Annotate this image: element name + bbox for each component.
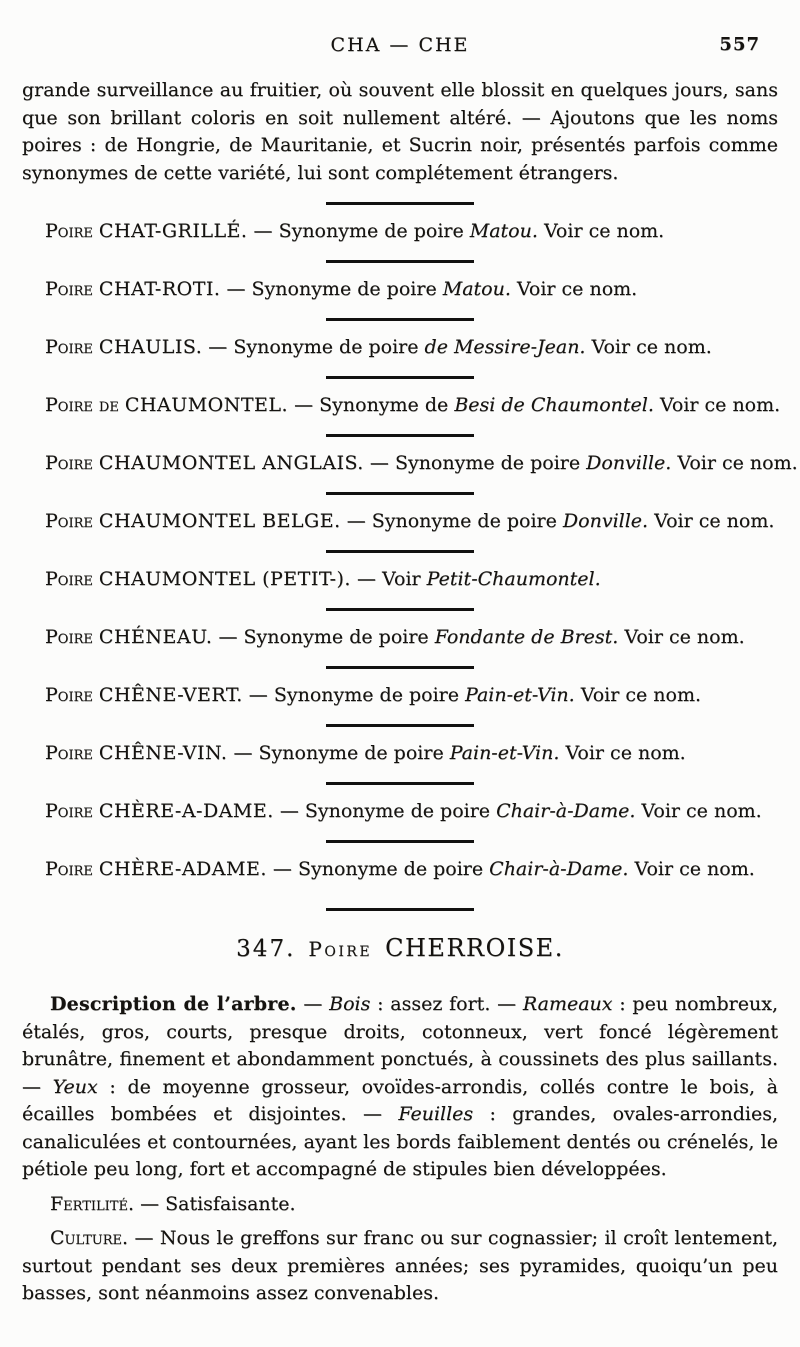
entry-separator — [326, 782, 474, 785]
entry-variety-name: CHÊNE-VERT. — [98, 684, 243, 706]
fertility-text: — Satisfaisante. — [140, 1192, 296, 1215]
entry-variety-name: CHÉNEAU. — [98, 626, 213, 648]
entry-separator — [326, 202, 474, 205]
dictionary-entry — [22, 798, 778, 825]
entry-genus-label: Poire — [45, 568, 93, 590]
entry-connector-text: — Synonyme de poire — [279, 800, 491, 822]
dictionary-entry — [22, 682, 778, 709]
entry-synonym-name: Chair-à-Dame. — [496, 800, 636, 822]
entry-connector-text: — Synonyme de poire — [233, 742, 444, 764]
entry-variety-name: CHAT-GRILLÉ. — [98, 220, 248, 242]
entry-reference-text: Voir ce nom. — [659, 394, 781, 416]
entry-connector-text: — Synonyme de poire — [272, 858, 484, 880]
entry-reference-text: Voir ce nom. — [580, 684, 702, 706]
entry-synonym-name: Pain-et-Vin. — [449, 742, 560, 764]
entry-connector-text: — Synonyme de poire — [253, 220, 464, 242]
culture-text: — Nous le greffons sur franc ou sur cognassier; il croît lentement, surtout pendant ses deux premières années; ses pyramides, quoiqu’un peu basses, sont néanmoins assez convenables. — [22, 1227, 779, 1304]
entry-reference-text: Voir ce nom. — [641, 800, 762, 822]
description-text: : grandes, ovales-arrondies, canaliculées et contournées, ayant les bords faiblement dentés ou crénelés, le pétiole peu long, fort et accompagné de stipules bien développées. — [22, 1103, 779, 1180]
entry-synonym-name: Besi de Chaumontel. — [454, 394, 654, 416]
entry-variety-name: CHAT-ROTI. — [98, 278, 221, 300]
description-lead-label: Description de l’arbre. — [50, 993, 297, 1015]
article-heading — [22, 933, 778, 966]
entry-variety-name: CHAUMONTEL (PETIT-). — [98, 568, 351, 590]
entry-reference-text: Voir ce nom. — [516, 278, 638, 300]
entry-synonym-name: Fondante de Brest. — [434, 626, 619, 648]
dictionary-entry — [22, 218, 778, 245]
botanical-term-rameaux: Rameaux — [522, 993, 613, 1015]
entry-reference-text: Voir ce nom. — [565, 742, 686, 764]
entry-connector-text: — Synonyme de poire — [346, 510, 557, 532]
entry-synonym-name: Matou. — [469, 220, 538, 242]
entry-synonym-name: de Messire-Jean. — [424, 336, 586, 358]
entry-variety-name: CHAUMONTEL BELGE. — [98, 510, 341, 532]
entry-separator — [326, 666, 474, 669]
section-end-separator — [326, 908, 474, 911]
dictionary-entry — [22, 624, 778, 651]
dictionary-entry — [22, 276, 778, 303]
dictionary-entry — [22, 334, 778, 361]
entry-reference-text: Voir ce nom. — [591, 336, 712, 358]
entry-variety-name: CHÈRE-A-DAME. — [98, 800, 274, 822]
description-text: : de moyenne grosseur, ovoïdes-arrondis, collés contre le bois, à écailles bombées et disjointes. — — [22, 1075, 778, 1125]
entry-separator — [326, 550, 474, 553]
entry-variety-name: CHAULIS. — [98, 336, 203, 358]
entry-connector-text: — Synonyme de poire — [218, 626, 429, 648]
dictionary-entry — [22, 450, 798, 477]
entry-separator — [326, 724, 474, 727]
fertility-label: Fertilité. — [50, 1192, 135, 1215]
entry-genus-label: Poire de — [45, 394, 119, 416]
entry-synonym-name: Donville. — [586, 452, 672, 474]
entry-genus-label: Poire — [45, 510, 93, 532]
entry-connector-text: — Voir — [357, 568, 421, 590]
entry-variety-name: CHAUMONTEL ANGLAIS. — [98, 452, 364, 474]
article-variety-name: CHERROISE. — [385, 934, 564, 962]
botanical-term-yeux: Yeux — [52, 1075, 98, 1098]
entry-connector-text: — Synonyme de poire — [248, 684, 459, 706]
page-number: 557 — [719, 34, 760, 55]
entry-genus-label: Poire — [45, 742, 93, 764]
description-text: : assez fort. — — [377, 993, 517, 1015]
entry-variety-name: CHÊNE-VIN. — [98, 742, 228, 764]
description-paragraph — [22, 991, 778, 1184]
entry-connector-text: — Synonyme de poire — [226, 278, 437, 300]
botanical-term-feuilles: Feuilles — [398, 1103, 474, 1125]
entry-synonym-name: Donville. — [562, 510, 649, 532]
dictionary-entry — [22, 856, 778, 883]
entry-genus-label: Poire — [45, 800, 93, 822]
dash: — — [303, 993, 323, 1015]
section-range-title: CHA — CHE — [330, 34, 470, 56]
entry-variety-name: CHÈRE-ADAME. — [98, 858, 267, 880]
culture-label: Culture. — [50, 1227, 129, 1249]
entry-synonym-name: Chair-à-Dame. — [489, 858, 629, 880]
entry-reference-text: Voir ce nom. — [634, 858, 755, 880]
entry-genus-label: Poire — [45, 684, 93, 706]
article-genus-label: Poire — [308, 937, 373, 961]
dictionary-entry — [22, 508, 778, 535]
entry-reference-text: Voir ce nom. — [677, 452, 798, 474]
entry-genus-label: Poire — [45, 626, 93, 648]
entry-reference-text: Voir ce nom. — [624, 626, 745, 648]
entry-separator — [326, 318, 474, 321]
entry-synonym-name: Petit-Chaumontel. — [426, 568, 601, 590]
entry-separator — [326, 492, 474, 495]
description-text: : peu nombreux, étalés, gros, courts, presque droits, cotonneux, vert foncé légèrement brunâtre, finement et abondamment ponctués, à coussinets des plus saillants. — — [22, 993, 779, 1098]
dictionary-entry — [22, 392, 781, 419]
culture-paragraph — [22, 1225, 778, 1308]
entry-genus-label: Poire — [45, 220, 93, 242]
entry-genus-label: Poire — [45, 278, 93, 300]
article-number: 347. — [236, 936, 296, 962]
running-head — [22, 34, 778, 56]
botanical-term-bois: Bois — [329, 993, 371, 1015]
entry-separator — [326, 608, 474, 611]
entry-separator — [326, 376, 474, 379]
entry-connector-text: — Synonyme de poire — [208, 336, 419, 358]
entry-variety-name: CHAUMONTEL. — [124, 394, 289, 416]
entry-genus-label: Poire — [45, 858, 93, 880]
entry-synonym-name: Matou. — [442, 278, 511, 300]
entry-connector-text: — Synonyme de — [294, 394, 449, 416]
intro-paragraph: grande surveillance au fruitier, où souvent elle blossit en quelques jours, sans que son brillant coloris en soit nullement altéré. — Ajoutons que les noms poires : de Hongrie, de Mauritanie, et Sucrin noir, présentés parfois comme synonymes de cette variété, lui sont complétement étrangers. — [22, 79, 778, 184]
dictionary-entry — [22, 566, 778, 593]
entry-separator — [326, 260, 474, 263]
fertility-line — [22, 1191, 778, 1219]
entry-separator — [326, 434, 474, 437]
entry-connector-text: — Synonyme de poire — [369, 452, 581, 474]
entry-genus-label: Poire — [45, 336, 93, 358]
entry-genus-label: Poire — [45, 452, 93, 474]
entry-separator — [326, 840, 474, 843]
entry-synonym-name: Pain-et-Vin. — [465, 684, 575, 706]
entry-reference-text: Voir ce nom. — [543, 220, 665, 242]
entry-reference-text: Voir ce nom. — [654, 510, 775, 532]
dictionary-entry — [22, 740, 778, 767]
